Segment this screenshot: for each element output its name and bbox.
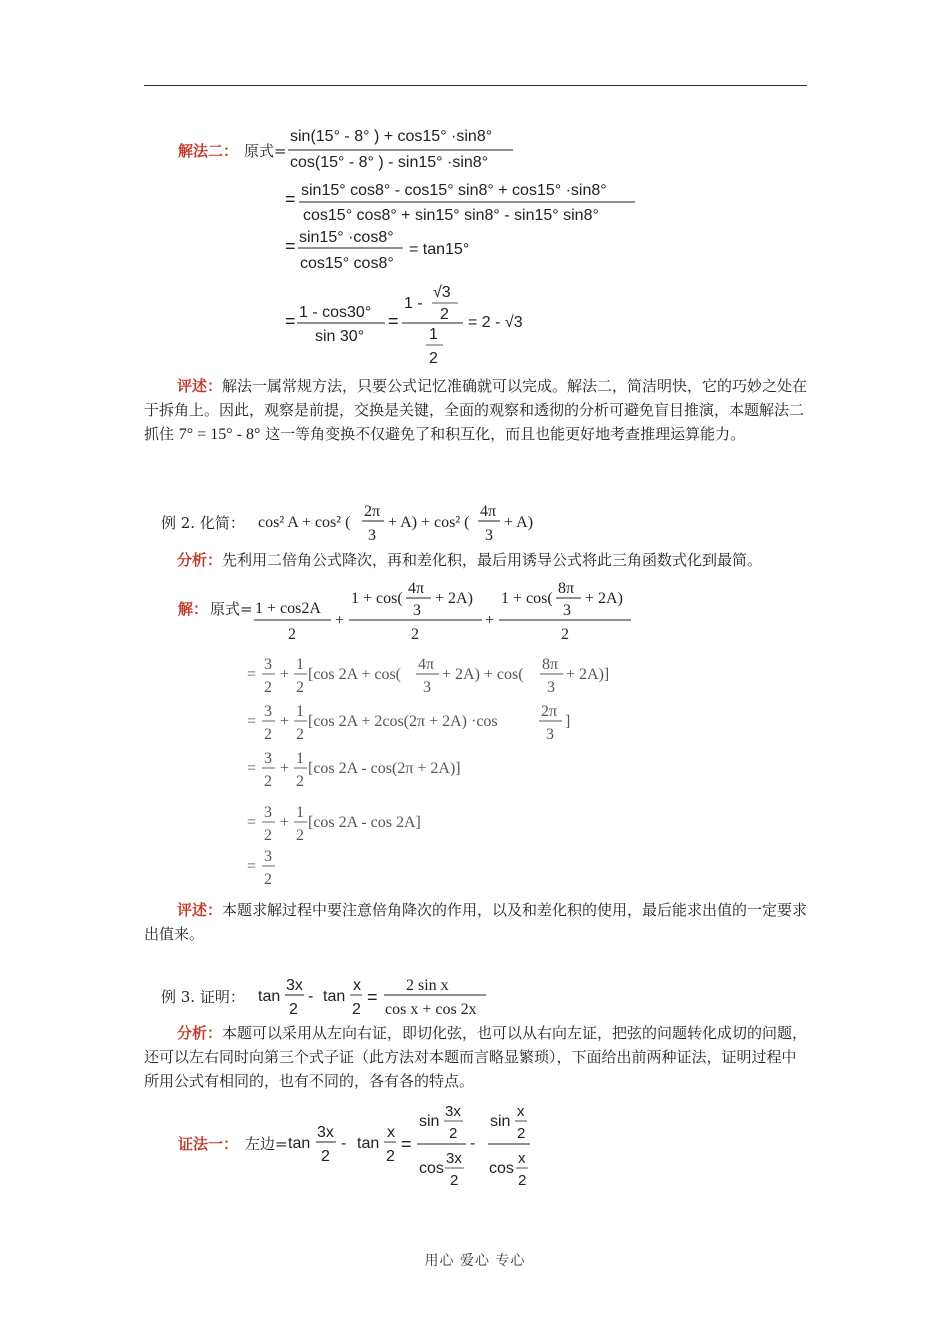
analysis2-text: 先利用二倍角公式降次，再和差化积，最后用诱导公式将此三角函数式化到最简。 [222, 551, 763, 569]
p1-cos2-num: x [518, 1150, 526, 1167]
ex2-frac1-den: 3 [368, 527, 376, 544]
m2-step2-den: cos15° cos8° + sin15° sin8° - sin15° sin8° [303, 207, 599, 224]
s2-l2-two: 2 [264, 726, 272, 743]
p1-sin1: sin [419, 1113, 440, 1130]
s2-l1-bracket-c: + 2A)] [566, 666, 610, 683]
p1-sin1-den: 2 [449, 1125, 458, 1142]
solution2-derivation [245, 575, 645, 895]
ex2-expr-a: cos² A + cos² ( [258, 514, 351, 531]
s2-l1-two: 2 [264, 679, 272, 696]
ex2-expr-c: + A) [504, 514, 534, 531]
review1 [144, 374, 808, 447]
s2-l2-f-den: 3 [546, 726, 554, 743]
s2-l2-bracket-a: [cos 2A + 2cos(2π + 2A) ·cos [308, 713, 498, 730]
s2-l2-two-b: 2 [296, 726, 304, 743]
example2-expression [256, 500, 556, 548]
s2-t3-frac-den: 3 [563, 602, 571, 619]
m2-step2-num: sin15° cos8° - cos15° sin8° + cos15° ·sin8° [301, 182, 607, 199]
p1-f1-num: 3x [317, 1124, 334, 1141]
s2-l4-one: 1 [296, 804, 304, 821]
p1-sin1-num: 3x [445, 1103, 461, 1120]
ex3-tan1: tan [258, 988, 281, 1005]
p1-sin2-den: 2 [517, 1125, 526, 1142]
s2-t2-num-b: + 2A) [435, 590, 473, 607]
p1-sin2-num: x [517, 1103, 525, 1120]
analysis3-label: 分析： [177, 1024, 223, 1042]
review1-text-b: 这一等角变换不仅避免了和积互化，而且也能更好地考查推理运算能力。 [265, 425, 746, 443]
ex3-minus: - [308, 988, 314, 1005]
s2-t2-den: 2 [411, 626, 419, 643]
s2-l3-bracket: [cos 2A - cos(2π + 2A)] [308, 760, 461, 777]
analysis3-text: 本题可以采用从左向右证，即切化弦，也可以从右向左证，把弦的问题转化成切的问题，还可以左右同时向第三个式子证（此方法对本题而言略显繁琐），下面给出前两种证法，证明过程中所用公式有相同的，也有不同的，各有各的特点。 [144, 1024, 808, 1090]
s2-t2-frac-den: 3 [413, 602, 421, 619]
s2-plus1: + [335, 612, 345, 629]
s2-l5-two: 2 [264, 871, 272, 888]
m2-step4-den-one: 1 [429, 326, 438, 343]
s2-l1-three: 3 [264, 656, 272, 673]
p1-f1-den: 2 [321, 1148, 330, 1165]
s2-l4-two-b: 2 [296, 827, 304, 844]
s2-l4-eq: = [247, 814, 257, 831]
m2-step4-eq2: = [388, 311, 399, 331]
s2-l1-f2-den: 3 [547, 679, 555, 696]
m2-step4-sqrt3: √3 [433, 284, 451, 301]
s2-l2-plus: + [280, 713, 290, 730]
s2-l1-f1-num: 4π [418, 656, 435, 673]
s2-l1-f2-num: 8π [542, 656, 559, 673]
p1-cos1-den: 2 [450, 1172, 459, 1189]
p1-cos2-den: 2 [518, 1172, 527, 1189]
review1-label: 评述： [177, 377, 223, 395]
p1-tan1: tan [288, 1135, 311, 1152]
s2-l2-bracket-b: ] [565, 713, 571, 730]
method2-label: 解法二： [178, 142, 239, 160]
m2-step3-result: = tan15° [409, 241, 470, 258]
s2-l1-f1-den: 3 [423, 679, 431, 696]
m2-step4-two: 2 [440, 306, 449, 323]
ex3-f1-den: 2 [289, 1001, 298, 1018]
ex3-f2-num: x [353, 977, 361, 994]
m2-step4-result: = 2 - √3 [468, 314, 523, 331]
m2-step3-num: sin15° ·cos8° [299, 229, 394, 246]
s2-l4-plus: + [280, 814, 290, 831]
top-rule [144, 85, 807, 86]
s2-t3-num-b: + 2A) [585, 590, 623, 607]
review2-label: 评述： [177, 901, 223, 919]
review1-formula: 7° = 15° - 8° [178, 426, 261, 443]
ex2-frac2-num: 4π [480, 503, 497, 520]
s2-t2-frac-num: 4π [408, 580, 425, 597]
s2-l1-bracket-a: [cos 2A + cos( [308, 666, 402, 683]
p1-f2-num: x [387, 1124, 395, 1141]
s2-t3-num-a: 1 + cos( [501, 590, 553, 607]
s2-l3-one: 1 [296, 750, 304, 767]
p1-tan2: tan [357, 1135, 380, 1152]
p1-cos2: cos [489, 1160, 514, 1177]
review2-text: 本题求解过程中要注意倍角降次的作用，以及和差化积的使用，最后能求出值的一定要求出值来。 [144, 901, 808, 943]
s2-t1-num: 1 + cos2A [255, 600, 321, 617]
p1-cos1: cos [419, 1160, 444, 1177]
review2 [144, 898, 808, 946]
s2-l2-one: 1 [296, 703, 304, 720]
p1-f2-den: 2 [386, 1148, 395, 1165]
ex2-frac1-num: 2π [364, 503, 381, 520]
m2-step1-den: cos(15° - 8° ) - sin15° ·sin8° [290, 154, 489, 171]
review1-text-a: 解法一属常规方法，只要公式记忆准确就可以完成。解法二，简洁明快，它的巧妙之处在于拆角上。因此，观察是前提，交换是关键，全面的观察和透彻的分析可避免盲目推演，本题解法二抓住 [144, 377, 808, 443]
s2-l4-two: 2 [264, 827, 272, 844]
ex2-expr-b: + A) + cos² ( [388, 514, 470, 531]
proof1-prefix: 左边= [245, 1135, 288, 1153]
ex3-eq: = [367, 987, 378, 1007]
m2-step4-mid-a: 1 - [404, 295, 423, 312]
analysis2 [144, 548, 808, 572]
s2-l5-eq: = [247, 858, 257, 875]
proof1-expression [286, 1096, 546, 1196]
example3-label: 例 3. 证明： [161, 988, 245, 1006]
m2-step2-eq: = [285, 189, 296, 209]
s2-l1-one: 1 [296, 656, 304, 673]
s2-t1-den: 2 [288, 626, 296, 643]
s2-l3-two-b: 2 [296, 773, 304, 790]
analysis3 [144, 1021, 808, 1093]
p1-eq: = [401, 1134, 412, 1154]
s2-l5-three: 3 [264, 848, 272, 865]
analysis2-label: 分析： [177, 551, 223, 569]
ex3-f1-num: 3x [286, 977, 303, 994]
ex3-tan2: tan [323, 988, 346, 1005]
s2-l1-two-b: 2 [296, 679, 304, 696]
method2-prefix: 原式= [244, 142, 287, 160]
page-footer: 用心 爱心 专心 [424, 1253, 526, 1269]
p1-minus1: - [341, 1135, 347, 1152]
m2-step4-den-two: 2 [429, 350, 438, 367]
example3-expression [256, 972, 496, 1022]
ex3-rhs-num: 2 sin x [406, 977, 449, 994]
s2-l1-eq: = [247, 666, 257, 683]
m2-step4-num: 1 - cos30° [299, 304, 372, 321]
ex3-f2-den: 2 [352, 1001, 361, 1018]
solution2-prefix: 原式= [210, 600, 253, 618]
p1-cos1-num: 3x [446, 1150, 462, 1167]
example2-label: 例 2. 化简： [161, 514, 245, 532]
s2-l3-eq: = [247, 760, 257, 777]
s2-t3-den: 2 [561, 626, 569, 643]
s2-l2-eq: = [247, 713, 257, 730]
proof1-label: 证法一： [178, 1135, 239, 1153]
m2-step3-den: cos15° cos8° [300, 255, 394, 272]
ex2-frac2-den: 3 [485, 527, 493, 544]
m2-step4-eq: = [285, 311, 296, 331]
ex3-rhs-den: cos x + cos 2x [385, 1001, 477, 1018]
m2-step1-num: sin(15° - 8° ) + cos15° ·sin8° [290, 128, 493, 145]
m2-step4-den: sin 30° [315, 328, 365, 345]
s2-l1-plus: + [280, 666, 290, 683]
s2-t2-num-a: 1 + cos( [351, 590, 403, 607]
s2-t3-frac-num: 8π [558, 580, 575, 597]
s2-l4-bracket: [cos 2A - cos 2A] [308, 814, 421, 831]
s2-l2-three: 3 [264, 703, 272, 720]
solution2-label: 解： [178, 600, 209, 618]
s2-l4-three: 3 [264, 804, 272, 821]
p1-minus2: - [470, 1135, 476, 1152]
p1-sin2: sin [490, 1113, 511, 1130]
s2-l3-plus: + [280, 760, 290, 777]
s2-plus2: + [485, 612, 495, 629]
m2-step3-eq: = [285, 236, 296, 256]
s2-l3-three: 3 [264, 750, 272, 767]
s2-l1-bracket-b: + 2A) + cos( [442, 666, 524, 683]
s2-l2-f-num: 2π [541, 703, 558, 720]
method2-derivation [285, 120, 655, 372]
s2-l3-two: 2 [264, 773, 272, 790]
